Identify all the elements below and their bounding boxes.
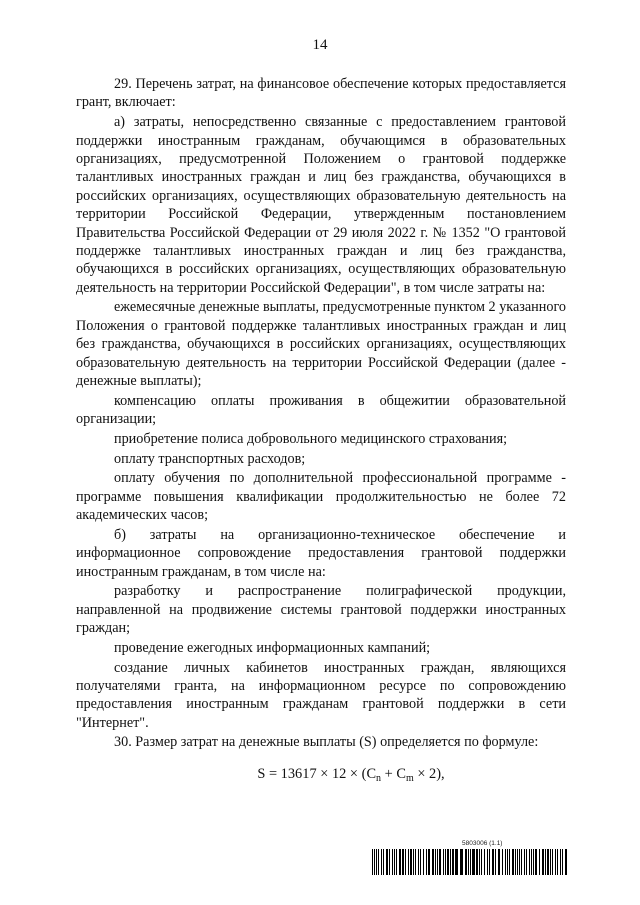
formula-rhs: × 2), <box>413 765 445 782</box>
list-item-housing-compensation: компенсацию оплаты проживания в общежитии образовательной организации; <box>76 392 566 428</box>
list-item-education: оплату обучения по дополнительной профессиональной программе - программе повышения квалификации продолжительностью не более 72 академических часов; <box>76 470 566 524</box>
paragraph-29a: а) затраты, непосредственно связанные с предоставлением грантовой поддержки иностранным гражданам, обучающимся в образовательных организациях, предусмотренной Положением о грантовой поддержке талантливых иностранных граждан и лиц без гражданства, обучающихся в российских организациях, осуществляющих образовательную деятельность на территории Российской Федерации, утвержденным постановлением Правительства Российской Федерации от 29 июля 2022 г. № 1352 "О грантовой поддержке талантливых иностранных граждан и лиц без гражданства, обучающихся в российских организациях, осуществляющих образовательную деятельность на территории Российской Федерации", в том числе затраты на: <box>76 114 566 296</box>
document-code: 5803006 (1.1) <box>462 840 503 847</box>
formula-sub-m: m <box>405 772 414 784</box>
list-item-printing: разработку и распространение полиграфической продукции, направленной на продвижение системы грантовой поддержки иностранных граждан; <box>76 583 566 637</box>
formula-sub-n: n <box>376 772 382 784</box>
page-number: 14 <box>312 37 328 53</box>
list-item-monthly-payments: ежемесячные денежные выплаты, предусмотренные пунктом 2 указанного Положения о грантовой поддержке талантливых иностранных граждан и лиц без гражданства, обучающихся в российских организациях, осуществляющих образовательную деятельность на территории Российской Федерации (далее - денежные выплаты); <box>76 299 567 390</box>
formula <box>76 765 566 788</box>
barcode-image <box>372 849 567 875</box>
list-item-personal-accounts: создание личных кабинетов иностранных граждан, являющихся получателями гранта, на информационном ресурсе по сопровождению предоставления иностранным гражданам грантовой поддержки в сети "Интернет". <box>76 659 566 731</box>
paragraph-29: 29. Перечень затрат, на финансовое обеспечение которых предоставляется грант, включает: <box>76 76 566 111</box>
paragraph-30: 30. Размер затрат на денежные выплаты (S) определяется по формуле: <box>114 734 539 751</box>
list-item-medical-insurance: приобретение полиса добровольного медицинского страхования; <box>114 430 508 447</box>
paragraph-29b: б) затраты на организационно-техническое обеспечение и информационное сопровождение предоставления грантовой поддержки иностранным гражданам, в том числе на: <box>76 526 566 580</box>
document-body <box>76 75 566 788</box>
formula-lhs: S = 13617 × 12 × (C <box>257 765 377 782</box>
list-item-transport: оплату транспортных расходов; <box>114 450 306 467</box>
formula-mid: + C <box>381 765 406 782</box>
list-item-info-campaigns: проведение ежегодных информационных кампаний; <box>114 639 431 656</box>
